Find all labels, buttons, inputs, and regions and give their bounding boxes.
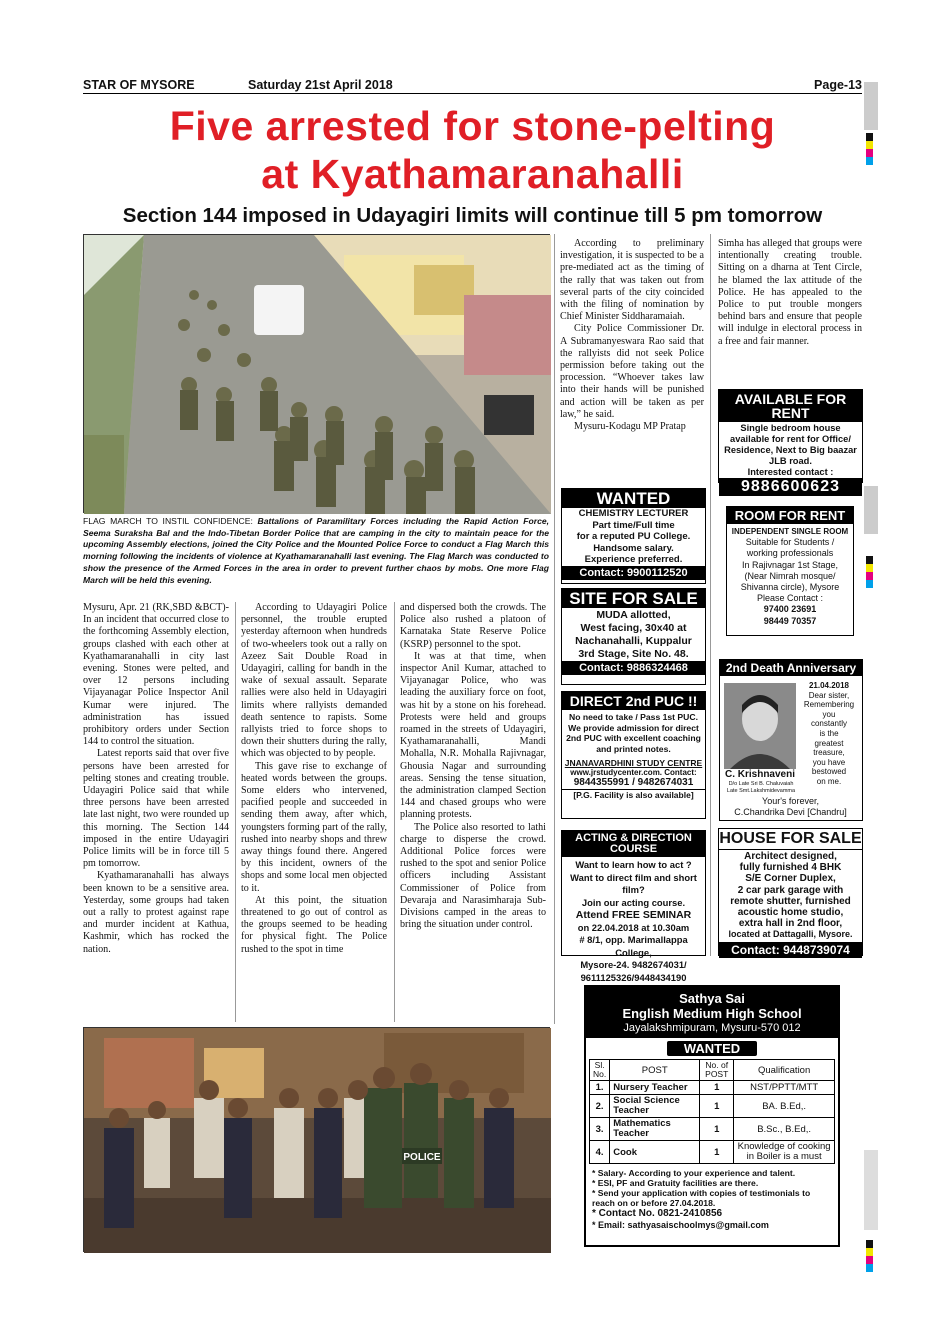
ad-line: Part time/Full time: [592, 519, 675, 531]
ad-line: acoustic home studio,: [737, 907, 844, 919]
page-header: [83, 78, 862, 94]
ad-site-for-sale: [561, 588, 706, 685]
gray-tone-strip: [864, 1150, 878, 1230]
ad-title: HOUSE FOR SALE: [719, 829, 862, 850]
ad-title: AVAILABLE FOR RENT: [719, 390, 862, 422]
ad-line: treasure,: [813, 748, 845, 758]
ad-line: Mysore-24. 9482674031/: [580, 959, 687, 970]
ad-line: Please Contact :: [756, 593, 824, 604]
article-column-5: [718, 238, 862, 348]
ad-line: 2nd PUC with excellent coaching: [566, 733, 701, 744]
cell: Cook: [610, 1141, 700, 1164]
ad-line: We provide admission for direct: [568, 722, 699, 733]
color-registration-mark: [866, 133, 873, 165]
ad-line: Nachanahalli, Kuppalur: [575, 635, 692, 647]
ad-line: CHEMISTRY LECTURER: [578, 508, 689, 519]
ad-contact: Contact: 9886324468: [562, 661, 705, 675]
table-row: [590, 1118, 835, 1141]
ad-line: 9611125326/9448434190: [580, 971, 687, 983]
ad-line: Dear sister,: [808, 690, 850, 700]
ad-line: remote shutter, furnished: [730, 895, 851, 907]
ad-title: ROOM FOR RENT: [727, 507, 853, 524]
ad-line: INDEPENDENT SINGLE ROOM: [731, 527, 849, 536]
school-note: * Salary- According to your experience and talent.: [592, 1168, 796, 1178]
article-column-2: [241, 602, 387, 956]
ad-available-for-rent: [718, 389, 863, 495]
cell: 1: [700, 1141, 734, 1164]
ad-house-for-sale: [718, 828, 863, 956]
ad-line: JLB road.: [769, 456, 812, 466]
cell: BA. B.Ed,.: [734, 1095, 835, 1118]
table-row: [590, 1141, 835, 1164]
cell: Mathematics Teacher: [610, 1118, 700, 1141]
ad-phone: 98449 70357: [763, 615, 817, 626]
ad-line: Shivanna circle), Mysore: [740, 582, 840, 593]
ad-wanted-lecturer: [561, 488, 706, 584]
ad-acting-course: [561, 830, 706, 983]
anniversary-date: 21.04.2018: [808, 681, 850, 690]
subheadline: Section 144 imposed in Udayagiri limits will continue till 5 pm tomorrow: [122, 204, 823, 227]
column-divider: [710, 234, 711, 956]
paragraph: The Police also resorted to lathi charge to disperse the crowd. Additional Police forces were rushed to the spot and senior Police officers including Assistant Commissioner of Police from Devaraja and Narasimharaja Sub-Divisions camped in the areas to bring the situation under control.: [400, 821, 546, 931]
ad-line: Want to direct film and short film?: [570, 871, 697, 895]
ad-title: ACTING & DIRECTION COURSE: [562, 831, 705, 857]
ad-line: on 22.04.2018 at 10.30am: [577, 921, 690, 933]
article-column-4: [560, 238, 704, 433]
ad-title: WANTED: [562, 489, 705, 508]
ad-room-for-rent: [726, 506, 854, 636]
deceased-name: C. Krishnaveni: [724, 769, 796, 780]
ad-line: In Rajivnagar 1st Stage,: [741, 559, 839, 570]
ad-line: Residence, Next to Big baazar: [724, 445, 857, 455]
ad-line: working professionals: [746, 548, 834, 559]
school-note: * Send your application with copies of testimonials to reach on or before 27.04.2018.: [592, 1188, 811, 1208]
paragraph: Mysuru-Kodagu MP Pratap: [574, 421, 686, 433]
ad-line: for a reputed PU College.: [576, 531, 691, 542]
ad-line: and printed notes.: [596, 743, 671, 754]
ad-line: Attend FREE SEMINAR: [575, 909, 692, 921]
gray-tone-strip: [864, 486, 878, 534]
ad-line: C.Chandrika Devi [Chandru]: [734, 806, 847, 817]
paragraph: Mysuru, Apr. 21 (RK,SBD &BCT)- In an incident that occurred close to the forthcoming Assembly election, groups clashed with each other at Kyathamaranahalli in city last evening. Stones were pelted, and over 12 persons including Vijayanagar Police Inspector Anil Kumar were injured. The administration has issued prohibitory orders under Section 144 to control the situation.: [83, 602, 229, 748]
ad-contact: Contact: 9448739074: [719, 942, 862, 958]
paragraph: It was at that time, when inspector Anil Kumar, attached to Vijayanagar Police, who was leading the auxiliary force on foot, was hit by a stone on his forehead. Protests were held and groups roamed in the streets of Udayagiri, Kyathamaranahalli, Mandi Mohalla, N.R. Mohalla Rajivnagar, Ghousia Nagar and surrounding areas. Sensing the tense situation, the administration clamped Section 144 and chased groups who were planning protests.: [400, 650, 546, 821]
ad-line: # 8/1, opp. Marimallappa College,: [579, 934, 688, 958]
ad-title: 2nd Death Anniversary: [720, 660, 862, 676]
paragraph: According to Udayagiri Police personnel, the trouble erupted yesterday afternoon when hundreds of two-wheelers took out a rally on Azeez Sait Double Road in Udayagiri, calling for bandh in the wake of sexual assault. Separate rallies were also held in Udayagiri limits where rallyists demanded death sentence to rapists. Some rallyists tried to force shops to down their shutters during the rally, which was objected to by people.: [241, 602, 387, 760]
header-cell: POST: [610, 1060, 700, 1081]
article-column-1: [83, 602, 229, 956]
paragraph: According to preliminary investigation, it is suspected to be a pre-mediated act as the timing of the rally that was taken out from several parts of the city coincided with the filing of nomination by Chief Minister Siddharamaiah.: [560, 238, 704, 323]
cell: 2.: [590, 1095, 610, 1118]
ad-title: SITE FOR SALE: [562, 589, 705, 608]
ad-line: D/o Late Sri B. Chaluvaiah: [728, 781, 794, 787]
column-divider: [554, 234, 555, 1024]
ad-line: (Near Nimrah mosque/: [744, 570, 836, 581]
ad-school-vacancy: [584, 985, 840, 1247]
paragraph: and dispersed both the crowds. The Police also rushed a platoon of Karnataka State Reserve Police (KSRP) personnel to the spot.: [400, 602, 546, 650]
school-address: Jayalakshmipuram, Mysuru-570 012: [623, 1022, 801, 1034]
headline-line-2: at Kyathamaranahalli: [261, 151, 684, 197]
ad-line: Suitable for Students /: [745, 537, 835, 548]
paragraph: Kyathamaranahalli has always been known to be a sensitive area. Yesterday, some groups had taken out a rally to protest against rape and murder incident at Kathua, Kashmir, which has rocked the nation.: [83, 870, 229, 955]
cell: 1.: [590, 1081, 610, 1095]
color-registration-mark: [866, 556, 873, 588]
column-divider: [235, 602, 236, 1022]
study-centre-phones: 9844355991 / 9482674031: [573, 777, 694, 789]
cell: 3.: [590, 1118, 610, 1141]
cell: 1: [700, 1118, 734, 1141]
ad-phone: 9886600623: [719, 478, 862, 496]
ad-line: Experience preferred.: [584, 554, 683, 565]
study-centre-note: [P.G. Facility is also available]: [562, 789, 705, 800]
ad-line: constantly: [810, 719, 848, 729]
paragraph: Simha has alleged that groups were intentionally creating trouble. Sitting on a dharna at Tent Circle, he blamed the lax attitude of the Police. He has appealed to the Police to put trouble mongers behind bars and ensure that people will indulge in electoral process in a free and fair manner.: [718, 238, 862, 347]
paragraph: This gave rise to exchange of heated words between the groups. Some elders who intervened, pacified people and succeeded in sending them away, after which, youngsters forming part of the rally, rushed into nearby shops and threw away things found there. Angered by this incident, owners of the shops and some local men objected to it.: [241, 760, 387, 894]
ad-line: you: [822, 709, 836, 719]
ad-line: 3rd Stage, Site No. 48.: [578, 648, 689, 660]
caption-lead: FLAG MARCH TO INSTIL CONFIDENCE:: [83, 516, 253, 526]
ad-line: MUDA allotted,: [596, 609, 671, 621]
header-cell: Qualification: [734, 1060, 835, 1081]
ad-line: Your's forever,: [762, 796, 819, 806]
ad-line: Remembering: [803, 700, 855, 710]
police-badge-text: POLICE: [403, 1152, 441, 1163]
ad-line: Interested contact :: [747, 467, 834, 477]
ad-line: bestowed: [811, 767, 847, 777]
ad-line: is the: [819, 728, 839, 738]
column-divider: [394, 602, 395, 1022]
ad-line: greatest: [814, 738, 844, 748]
issue-date: Saturday 21st April 2018: [248, 78, 393, 92]
header-cell: No. of POST: [700, 1060, 734, 1081]
ad-line: Late Smt.Lakshmidevamma: [726, 787, 796, 794]
ad-phone: 97400 23691: [763, 604, 817, 615]
ad-line: 2 car park garage with: [737, 884, 844, 896]
school-contact: * Contact No. 0821-2410856: [592, 1208, 723, 1219]
study-centre-web: www.jrstudycenter.com. Contact:: [570, 768, 697, 778]
cell: Nursery Teacher: [610, 1081, 700, 1095]
ad-line: available for rent for Office/: [730, 434, 851, 444]
ad-death-anniversary: [719, 659, 863, 821]
flag-march-photo: [83, 234, 550, 513]
ad-line: Single bedroom house: [740, 423, 841, 433]
cell: Knowledge of cooking in Boiler is a must: [734, 1141, 835, 1164]
ad-line: No need to take / Pass 1st PUC.: [569, 712, 698, 722]
ad-line: Want to learn how to act ?: [575, 859, 692, 870]
paragraph: At this point, the situation threatened to go out of control as the groups seemed to be heading for physical fight. The Police rushed to the spot in time: [241, 894, 387, 955]
ad-line: extra hall in 2nd floor,: [738, 918, 843, 930]
police-crowd-photo: [83, 1027, 550, 1252]
wanted-banner: WANTED: [667, 1041, 757, 1056]
study-centre-name: JNANAVARDHINI STUDY CENTRE: [564, 758, 703, 769]
cell: NST/PPTT/MTT: [734, 1081, 835, 1095]
gray-tone-strip: [864, 82, 878, 130]
header-cell: Sl. No.: [590, 1060, 610, 1081]
photo-caption: [83, 516, 549, 586]
table-row: [590, 1081, 835, 1095]
ad-line: on me.: [816, 776, 842, 786]
school-email: * Email: sathyasaischoolmys@gmail.com: [592, 1220, 769, 1230]
cell: 1: [700, 1095, 734, 1118]
ad-line: Handsome salary.: [593, 542, 674, 554]
cell: Social Science Teacher: [610, 1095, 700, 1118]
school-name-line-2: English Medium High School: [622, 1006, 802, 1021]
cell: B.Sc., B.Ed,.: [734, 1118, 835, 1141]
article-column-3: [400, 602, 546, 931]
table-header-row: [590, 1060, 835, 1081]
portrait-photo: [724, 683, 796, 769]
cell: 4.: [590, 1141, 610, 1164]
ad-line: Architect designed,: [744, 851, 837, 862]
color-registration-mark: [866, 1240, 873, 1272]
ad-line: West facing, 30x40 at: [580, 622, 687, 634]
ad-line: fully furnished 4 BHK: [739, 862, 842, 874]
ad-contact: Contact: 9900112520: [562, 566, 705, 580]
paragraph: Latest reports said that over five persons have been arrested for pelting stones and creating trouble. Udayagiri Police said that while three persons have been arrested late last night, two were rounded up this morning. The Section 144 imposed in the entire Udayagiri Police limits will be in force till 5 pm tomorrow.: [83, 748, 229, 870]
page-number: Page-13: [814, 78, 862, 92]
school-name-line-1: Sathya Sai: [679, 991, 745, 1006]
vacancy-table: [589, 1059, 835, 1164]
school-note: * ESI, PF and Gratuity facilities are there.: [592, 1178, 759, 1188]
cell: 1: [700, 1081, 734, 1095]
ad-line: located at Dattagalli, Mysore.: [728, 929, 853, 940]
caption-text: Battalions of Paramilitary Forces including the Rapid Action Force, Seema Suraksha Bal and the Indo-Tibetan Border Police that are camping in the city to maintain peace for the upcoming Assembly elections, joined the City Police and the Mounted Police Force to conduct a Flag March this morning following the incidents of violence at Kyathamaranahalli last evening. The Flag March was conducted to show the presence of the Armed Forces in the area in order to prevent further chaos by mobs. One more Flag March will be held this evening.: [83, 516, 550, 585]
ad-title: DIRECT 2nd PUC !!: [562, 692, 705, 710]
ad-line: you have: [812, 757, 846, 767]
ad-line: Join our acting course.: [581, 896, 686, 908]
headline-line-1: Five arrested for stone-pelting: [169, 103, 776, 149]
ad-direct-puc: [561, 691, 706, 819]
paper-name: STAR OF MYSORE: [83, 78, 195, 92]
table-row: [590, 1095, 835, 1118]
paragraph: City Police Commissioner Dr. A Subramanyeswara Rao said that the rallyists did not seek Police permission before taking out the procession. “Whoever takes law into their hands will be punished and action will be taken as per law,” he said.: [560, 323, 704, 420]
ad-line: S/E Corner Duplex,: [745, 873, 836, 885]
